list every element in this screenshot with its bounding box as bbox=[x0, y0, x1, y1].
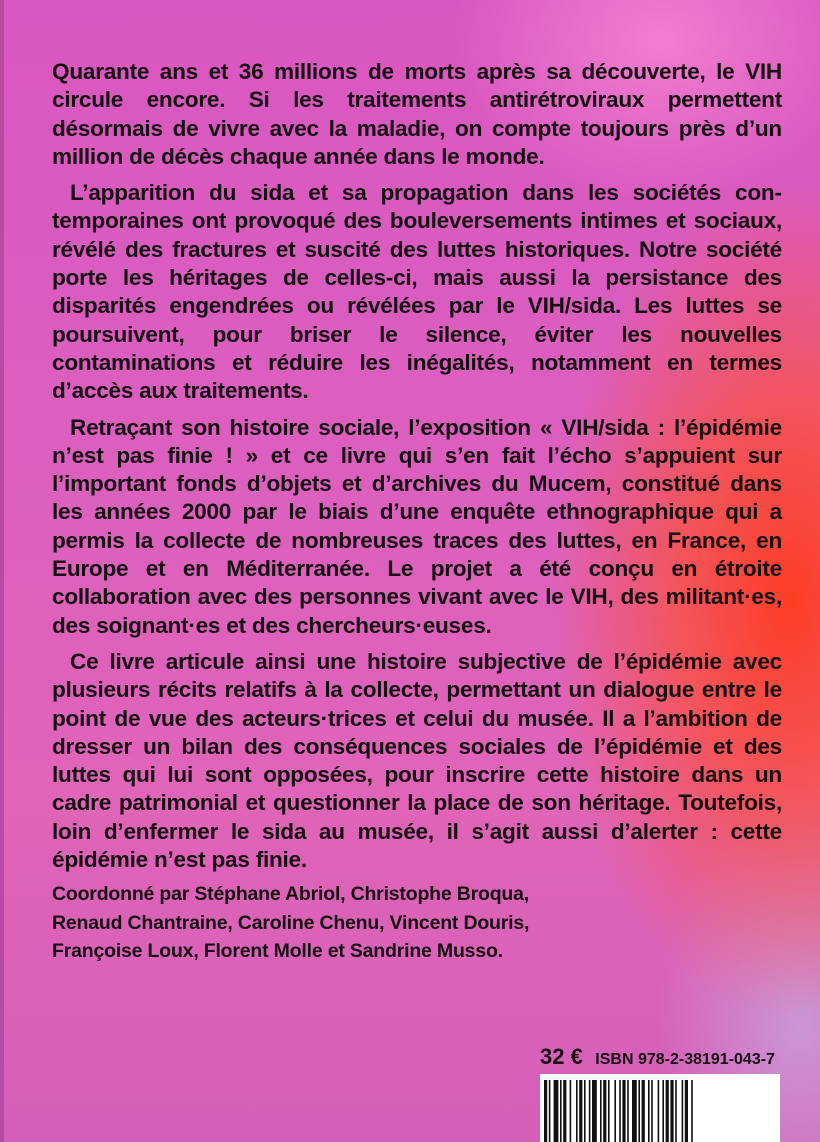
blurb-paragraph-4: Ce livre articule ainsi une histoire subjective de l’épidémie avec plusieurs récits relatifs à la collecte, permettant un dialogue entre le point de vue des acteurs·trices et celui du musée. Il a l’ambition de dresser un bilan des conséquences sociales de l’épidémie et des luttes qui lui sont opposées, pour inscrire cette histoire dans un cadre patrimonial et questionner la place de son héritage. Toutefois, loin d’enfermer le sida au musée, il s’agit aussi d’alerter : cette épidémie n’est pas finie. bbox=[52, 648, 782, 873]
isbn: ISBN 978-2-38191-043-7 bbox=[595, 1051, 775, 1068]
barcode-bar bbox=[627, 1080, 629, 1142]
barcode-bar bbox=[576, 1080, 578, 1142]
barcode-bar bbox=[638, 1080, 640, 1142]
barcode-bar bbox=[632, 1080, 637, 1142]
barcode-bar bbox=[563, 1080, 566, 1142]
barcode-bar bbox=[685, 1080, 688, 1142]
barcode-icon bbox=[540, 1074, 780, 1142]
barcode-bar bbox=[549, 1080, 551, 1142]
barcode-bar bbox=[682, 1080, 684, 1142]
barcode-bar bbox=[608, 1080, 610, 1142]
barcode-bar bbox=[658, 1080, 660, 1142]
barcode-bar bbox=[651, 1080, 653, 1142]
back-cover-blurb bbox=[52, 58, 782, 882]
barcode-bar bbox=[603, 1080, 606, 1142]
barcode-bar bbox=[670, 1080, 673, 1142]
barcode-bar bbox=[622, 1080, 625, 1142]
barcode-bar bbox=[648, 1080, 650, 1142]
cover-left-edge bbox=[0, 0, 4, 1142]
barcode-bar bbox=[642, 1080, 645, 1142]
barcode-bar bbox=[662, 1080, 664, 1142]
barcode-bar bbox=[675, 1080, 677, 1142]
credits-line-2: Renaud Chantraine, Caroline Chenu, Vincent Douris, bbox=[52, 911, 530, 934]
barcode-bar bbox=[614, 1080, 616, 1142]
barcode-bar bbox=[666, 1080, 669, 1142]
blurb-paragraph-3: Retraçant son histoire sociale, l’exposition « VIH/sida : l’épidémie n’est pas finie ! » et ce livre qui s’en fait l’écho s’appuient sur l’important fonds d’objets et d’archives du Mucem, constitué dans les années 2000 par le biais d’une enquête ethnographique qui a permis la collecte de nombreuses traces des luttes, en France, en Europe et en Méditerranée. Le projet a été conçu en étroite collaboration avec des personnes vivant avec le VIH, des militant·es, des soignant·es et des chercheurs·euses. bbox=[52, 414, 782, 638]
blurb-paragraph-2: L’apparition du sida et sa propagation dans les sociétés contemporaines ont provoqué des bouleversements intimes et sociaux, révélé des fractures et suscité des luttes historiques. Notre société porte les héritages de celles-ci, mais aussi la persistance des disparités engendrées ou révélées par le VIH/​sida. Les luttes se poursuivent, pour briser le silence, éviter les nouvelles contaminations et réduire les inégalités, notamment en termes d’accès aux traitements. bbox=[52, 180, 782, 404]
barcode-bar bbox=[619, 1080, 621, 1142]
barcode-bar bbox=[554, 1080, 559, 1142]
barcode-bar bbox=[579, 1080, 582, 1142]
barcode-bar bbox=[584, 1080, 586, 1142]
barcode-bar bbox=[592, 1080, 597, 1142]
price: 32 € bbox=[540, 1044, 583, 1069]
credits bbox=[52, 880, 752, 966]
barcode-bar bbox=[544, 1080, 547, 1142]
barcode-bar bbox=[570, 1080, 572, 1142]
credits-line-3: Françoise Loux, Florent Molle et Sandrine Musso. bbox=[52, 940, 503, 962]
credits-line-1: Coordonné par Stéphane Abriol, Christophe Broqua, bbox=[52, 883, 529, 905]
barcode-bar bbox=[560, 1080, 562, 1142]
price-isbn-line bbox=[540, 1044, 775, 1070]
barcode-bar bbox=[691, 1080, 693, 1142]
barcode-bar bbox=[600, 1080, 602, 1142]
barcode-bar bbox=[589, 1080, 591, 1142]
blurb-paragraph-1: Quarante ans et 36 millions de morts après sa découverte, le VIH circule encore. Si les traitements antirétroviraux permettent désormais de vivre avec la maladie, on compte toujours près d’un million de décès chaque année dans le monde. bbox=[52, 59, 782, 169]
